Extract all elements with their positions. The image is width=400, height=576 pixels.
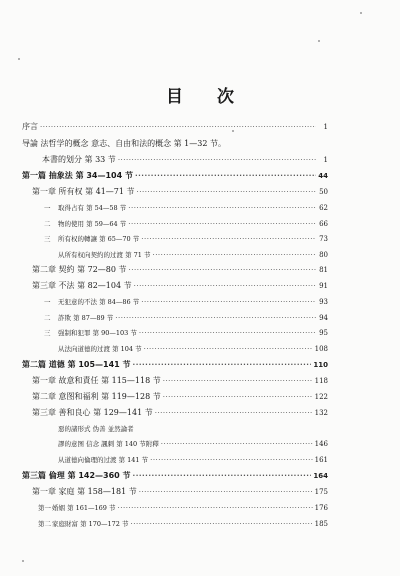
print-speck: [360, 12, 362, 14]
toc-entry-transition: 从道德向倫理的过渡 第 141 节 ····· 161: [58, 455, 328, 465]
toc-entry-section: 三 所有权的轉讓 第 65—70 节 ····· 73: [44, 234, 328, 244]
toc-entry-transition: 从所有权向契約的过渡 第 71 节 ····· 80: [58, 250, 328, 260]
toc-entry-chapter: 第三章 善和良心 第 129—141 节 ····· 132: [32, 408, 328, 418]
toc-entry-section: 二 詐欺 第 87—89 节 ····· 94: [44, 313, 328, 323]
toc-entry-chapter: 第一章 所有权 第 41—71 节 ····· 50: [32, 187, 328, 197]
print-speck: [18, 58, 20, 60]
toc-entry-section: 一 无犯意的不法 第 84—86 节 ····· 93: [44, 297, 328, 307]
page-title: 目 次: [166, 87, 248, 107]
toc-entry-subsection: 謬的意图 信念 諷刺 第 140 节附釋 ····· 146: [58, 439, 328, 449]
toc-entry-part-3: 第三篇 倫理 第 142—360 节 ····· 164: [22, 471, 328, 481]
toc-entry-part-2: 第二篇 道德 第 105—141 节 ····· 110: [22, 360, 328, 370]
toc-entry-transition: 从法向道德的过渡 第 104 节 ····· 108: [58, 344, 328, 354]
toc-entry-introduction: 导論 法哲学的概念 意志、自由和法的概念 第 1—32 节。: [22, 139, 226, 148]
toc-entry-division: 本書的划分 第 33 节 ····· 1: [42, 155, 328, 165]
toc-entry-chapter: 第三章 不法 第 82—104 节 ····· 91: [32, 281, 328, 291]
print-speck: [318, 40, 320, 42]
toc-entry-section: 二 物的使用 第 59—64 节 ····· 66: [44, 219, 328, 229]
toc-entry-part-1: 第一篇 抽象法 第 34—104 节 ····· 44: [22, 171, 328, 181]
toc-entry-section: 第一 婚姻 第 161—169 节 ····· 176: [38, 503, 328, 513]
toc-entry-section: 三 强制和犯罪 第 90—103 节 ····· 95: [44, 328, 328, 338]
toc-entry-chapter: 第一章 家庭 第 158—181 节 ····· 175: [32, 487, 328, 497]
toc-entry-section: 一 取得占有 第 54—58 节 ····· 62: [44, 203, 328, 213]
toc-entry-chapter: 第二章 契約 第 72—80 节 ····· 81: [32, 265, 328, 275]
toc-entry-section: 第二 家庭財富 第 170—172 节 ····· 185: [38, 519, 328, 529]
toc-entry-preface: 序言 ····· 1: [22, 122, 328, 132]
toc-entry-subsection: 惡的諸形式 伪善 並然論者: [58, 425, 134, 433]
print-speck: [22, 560, 24, 562]
print-speck: [232, 130, 234, 132]
toc-entry-chapter: 第二章 意图和福利 第 119—128 节 ····· 122: [32, 392, 328, 402]
toc-entry-chapter: 第一章 故意和責任 第 115—118 节 ····· 118: [32, 376, 328, 386]
